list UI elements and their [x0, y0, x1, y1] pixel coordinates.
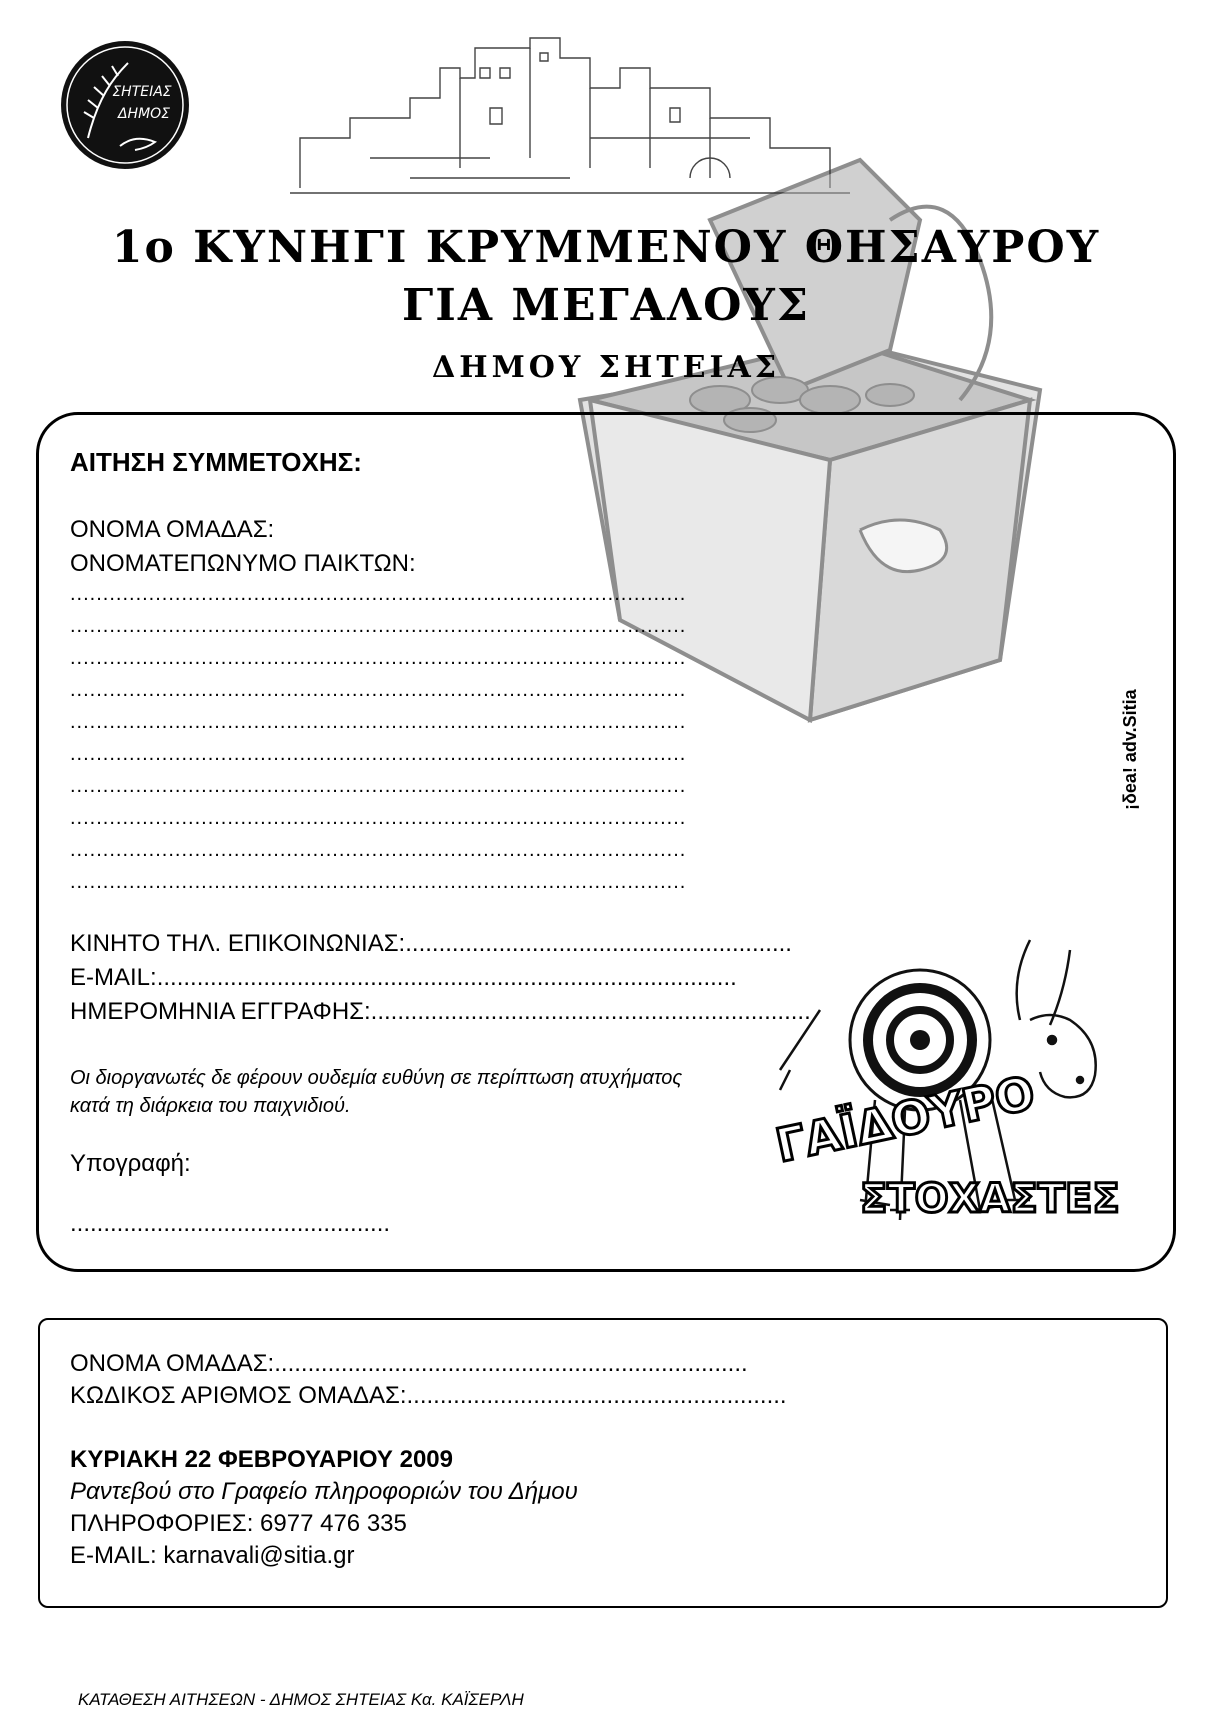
registration-date-label: ΗΜΕΡΟΜΗΝΙΑ ΕΓΓΡΑΦΗΣ: — [70, 998, 371, 1025]
player-line-field[interactable]: .............................................................................................. — [70, 647, 687, 669]
player-line-field[interactable]: .............................................................................................. — [70, 615, 687, 637]
agency-credit — [1120, 640, 1150, 810]
municipality-logo — [58, 38, 192, 172]
stub-team-name-label: ΟΝΟΜΑ ΟΜΑΔΑΣ: — [70, 1350, 275, 1377]
player-line-field[interactable]: .............................................................................................. — [70, 807, 687, 829]
disclaimer-line-2: κατά τη διάρκεια του παιχνιδιού. — [70, 1095, 351, 1117]
disclaimer-line-1: Οι διοργανωτές δε φέρουν ουδεμία ευθύνη σε περίπτωση ατυχήματος — [70, 1067, 683, 1089]
donkey-target-mascot — [660, 930, 1180, 1250]
email-label: E-MAIL: — [70, 964, 157, 991]
title-line-3: ΔΗΜΟΥ ΣΗΤΕΙΑΣ — [431, 350, 781, 385]
title-line-1: 1ο ΚΥΝΗΓΙ ΚΡΥΜΜΕΝΟΥ ΘΗΣΑΥΡΟΥ — [111, 222, 1101, 273]
email-field[interactable]: ....................................................................................... — [156, 964, 737, 991]
stub-team-name-field[interactable]: ....................................................................... — [274, 1350, 748, 1377]
players-label: ΟΝΟΜΑΤΕΠΩΝΥΜΟ ΠΑΙΚΤΩΝ: — [70, 550, 416, 577]
logo-text-top: ΣΗΤΕΙΑΣ — [112, 84, 172, 100]
stub-team-code-label: ΚΩΔΙΚΟΣ ΑΡΙΘΜΟΣ ΟΜΑΔΑΣ: — [70, 1382, 407, 1409]
phone-field[interactable]: .......................................................... — [405, 930, 792, 957]
stub-team-name-row — [70, 1350, 860, 1378]
player-line-field[interactable]: .............................................................................................. — [70, 743, 687, 765]
player-line-field[interactable]: .............................................................................................. — [70, 871, 687, 893]
mascot-word-1: ΓΑΪΔΟΥΡΟ — [771, 1065, 1040, 1173]
contact-email: E-MAIL: karnavali@sitia.gr — [70, 1542, 355, 1569]
info-phone: ΠΛΗΡΟΦΟΡΙΕΣ: 6977 476 335 — [70, 1510, 407, 1537]
mascot-word-2: ΣΤΟΧΑΣΤΕΣ — [860, 1176, 1120, 1222]
submission-footer: ΚΑΤΑΘΕΣΗ ΑΙΤΗΣΕΩΝ - ΔΗΜΟΣ ΣΗΤΕΙΑΣ Κα. ΚΑΪΣΕΡΛΗ — [78, 1690, 524, 1709]
title-line-2: ΓΙΑ ΜΕΓΑΛΟΥΣ — [402, 280, 810, 331]
player-line-field[interactable]: .............................................................................................. — [70, 711, 687, 733]
player-line-field[interactable]: .............................................................................................. — [70, 839, 687, 861]
meeting-point: Ραντεβού στο Γραφείο πληροφοριών του Δήμου — [70, 1478, 578, 1505]
player-line-field[interactable]: .............................................................................................. — [70, 583, 687, 605]
player-line-field[interactable]: .............................................................................................. — [70, 775, 687, 797]
logo-text-bottom: ΔΗΜΟΣ — [117, 106, 171, 122]
stub-team-code-field[interactable]: ......................................................... — [406, 1382, 787, 1409]
signature-label: Υπογραφή: — [70, 1150, 191, 1177]
agency-credit-text: ¡δea! adv.Sitia — [1120, 689, 1140, 810]
stub-team-code-row — [70, 1382, 860, 1410]
player-line-field[interactable]: .............................................................................................. — [70, 679, 687, 701]
team-name-label: ΟΝΟΜΑ ΟΜΑΔΑΣ: — [70, 516, 275, 543]
form-heading: ΑΙΤΗΣΗ ΣΥΜΜΕΤΟΧΗΣ: — [70, 447, 362, 477]
registration-date-field[interactable]: .................................................................. — [370, 998, 811, 1025]
phone-label: ΚΙΝΗΤΟ ΤΗΛ. ΕΠΙΚΟΙΝΩΝΙΑΣ: — [70, 930, 406, 957]
signature-field[interactable]: ................................................ — [70, 1210, 391, 1237]
event-date: ΚΥΡΙΑΚΗ 22 ΦΕΒΡΟΥΑΡΙΟΥ 2009 — [70, 1446, 453, 1473]
